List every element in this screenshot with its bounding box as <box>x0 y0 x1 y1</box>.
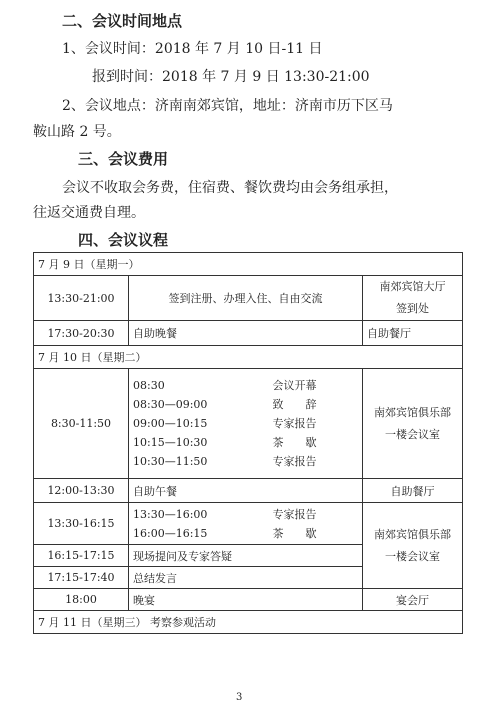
time-cell: 16:15-17:15 <box>34 545 129 567</box>
location-cell <box>363 369 463 479</box>
table-row <box>34 321 463 346</box>
activity-cell: 签到注册、办理入住、自由交流 <box>129 276 363 321</box>
meeting-venue-line: 2、会议地点：济南南郊宾馆，地址：济南市历下区马 <box>62 98 393 114</box>
activity-cell: 自助午餐 <box>129 479 363 503</box>
time-cell: 8:30-11:50 <box>34 369 129 479</box>
section-heading-agenda: 四、会议议程 <box>78 231 169 249</box>
time-cell: 12:00-13:30 <box>34 479 129 503</box>
location-cell <box>363 503 463 589</box>
day1-title: 7 月 9 日（星期一） <box>34 253 463 276</box>
location-cell: 宴会厅 <box>363 589 463 611</box>
section-heading-time-place: 二、会议时间地点 <box>62 12 183 30</box>
agenda-item: 08:30 会议开幕 <box>133 379 317 392</box>
day-header-row <box>34 253 463 276</box>
registration-time-line: 报到时间：2018 年 7 月 9 日 13:30-21:00 <box>92 69 370 85</box>
activity-cell: 自助晚餐 <box>129 321 363 346</box>
activity-cell: 晚宴 <box>129 589 363 611</box>
time-cell: 18:00 <box>34 589 129 611</box>
page-number: 3 <box>236 692 243 703</box>
time-cell: 13:30-16:15 <box>34 503 129 545</box>
location-cell <box>363 276 463 321</box>
location-line: 一楼会议室 <box>385 549 440 563</box>
location-line: 南郊宾馆大厅 <box>379 280 446 293</box>
agenda-table <box>33 252 463 634</box>
agenda-item: 10:30—11:50 专家报告 <box>133 455 317 468</box>
location-line: 一楼会议室 <box>385 427 440 441</box>
time-cell: 13:30-21:00 <box>34 276 129 321</box>
meeting-venue-line-cont: 鞍山路 2 号。 <box>33 124 121 140</box>
day-header-row <box>34 611 463 634</box>
day-header-row <box>34 346 463 369</box>
activity-cell <box>129 369 363 479</box>
table-row <box>34 589 463 611</box>
location-line: 签到处 <box>396 302 429 315</box>
agenda-item: 16:00—16:15 茶 歇 <box>133 526 317 540</box>
time-cell: 17:15-17:40 <box>34 567 129 589</box>
table-row <box>34 479 463 503</box>
activity-cell <box>129 503 363 545</box>
location-cell: 自助餐厅 <box>363 479 463 503</box>
day3-title: 7 月 11 日（星期三） 考察参观活动 <box>34 611 463 634</box>
activity-cell: 现场提问及专家答疑 <box>129 545 363 567</box>
activity-cell: 总结发言 <box>129 567 363 589</box>
fees-line: 会议不收取会务费，住宿费、餐饮费均由会务组承担， <box>62 180 398 196</box>
agenda-item: 13:30—16:00 专家报告 <box>133 507 317 521</box>
meeting-time-line: 1、会议时间：2018 年 7 月 10 日-11 日 <box>62 41 323 57</box>
location-line: 南郊宾馆俱乐部 <box>374 405 451 419</box>
location-line: 南郊宾馆俱乐部 <box>374 527 451 541</box>
table-row <box>34 503 463 545</box>
agenda-item: 10:15—10:30 茶 歇 <box>133 436 317 449</box>
agenda-item: 08:30—09:00 致 辞 <box>133 398 317 411</box>
table-row <box>34 276 463 321</box>
fees-line-cont: 往返交通费自理。 <box>33 205 145 221</box>
agenda-item: 09:00—10:15 专家报告 <box>133 417 317 430</box>
time-cell: 17:30-20:30 <box>34 321 129 346</box>
table-row <box>34 369 463 479</box>
section-heading-fees: 三、会议费用 <box>78 150 169 168</box>
day2-title: 7 月 10 日（星期二） <box>34 346 463 369</box>
location-cell: 自助餐厅 <box>363 321 463 346</box>
